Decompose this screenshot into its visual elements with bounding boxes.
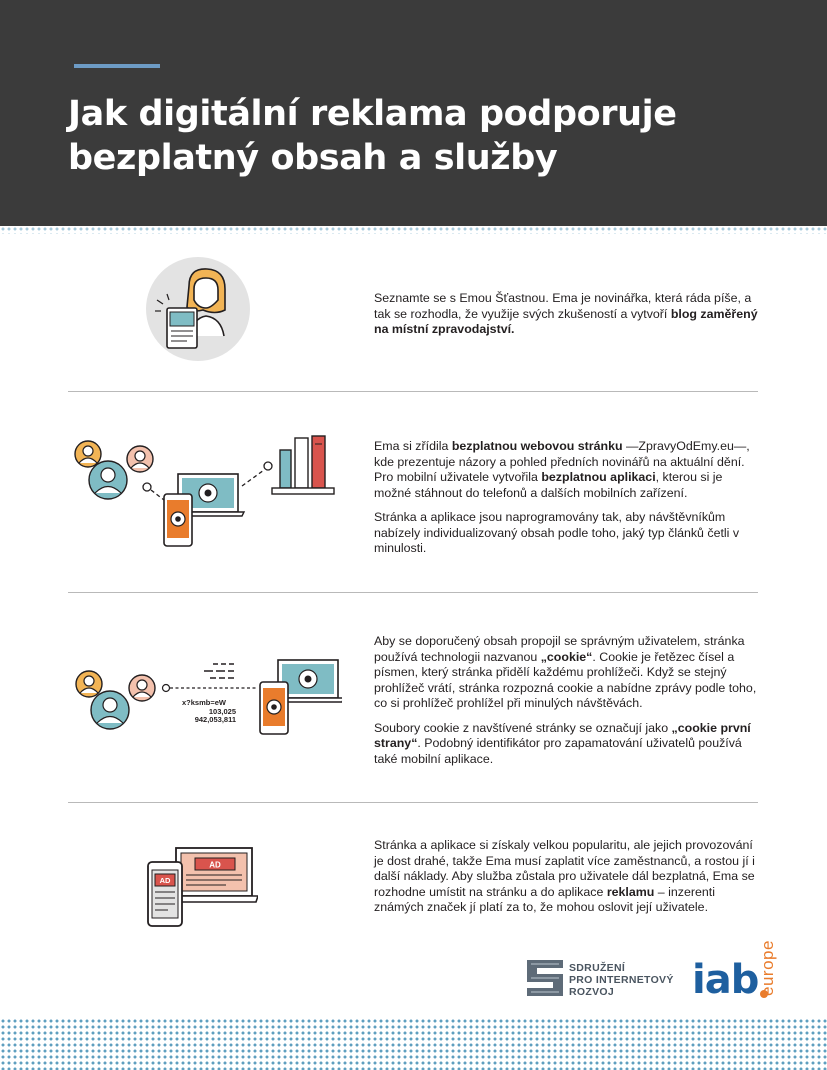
journalist-avatar-icon — [145, 256, 255, 364]
text-run: . Podobný identifikátor pro zapamatování uživatelů používá také mobilní aplikace. — [374, 736, 742, 766]
bold-text: „cookie první strany“ — [374, 720, 751, 750]
text-run: Ema si zřídila — [374, 439, 452, 453]
section-cookie-text — [374, 634, 759, 776]
cookie-code-line-1: x?ksmb=eW — [182, 698, 226, 707]
iab-europe-logo — [692, 924, 782, 1004]
title-line-1: Jak digitální reklama podporuje — [68, 94, 677, 134]
ads-on-devices-icon — [146, 844, 258, 930]
user-avatar-icon — [129, 675, 155, 701]
text-run: Soubory cookie z navštívené stránky se označují jako — [374, 720, 672, 735]
text-run: , kterou si je možné stáhnout do telefonů a dalších mobilních zařízení. — [374, 470, 723, 500]
bold-text: „cookie“ — [540, 649, 593, 664]
text-run: . Cookie je řetězec čísel a písmen, který stránka přidělí každému prohlížeči. Když se stejný prohlížeč vrátí, stránka rozpozná cookie a nabídne zprávy podle toho, co si prohlížeč prohlížel při minulých návštěvách. — [374, 649, 757, 710]
divider — [68, 592, 758, 593]
bold-text: bezplatnou aplikaci — [541, 470, 656, 484]
user-avatar-icon — [91, 691, 129, 729]
ad-label-laptop: AD — [209, 860, 221, 870]
cookie-code-line-3: 942,053,811 — [194, 715, 236, 724]
user-avatar-icon — [75, 441, 101, 467]
sirg-logo-mark-icon — [525, 958, 565, 998]
sirg-logo-text — [569, 962, 674, 998]
divider — [68, 802, 758, 803]
header-banner — [0, 0, 827, 226]
user-avatar-icon — [76, 671, 102, 697]
page-title — [68, 92, 788, 180]
accent-line — [74, 64, 160, 68]
sirg-line-1: SDRUŽENÍ — [569, 962, 626, 974]
paragraph — [374, 510, 759, 557]
section-intro-text — [374, 291, 759, 347]
divider — [68, 391, 758, 392]
dotted-border-top — [0, 226, 827, 234]
dotted-border-bottom — [0, 1018, 827, 1070]
ad-label-phone: AD — [159, 876, 171, 885]
text-run: Stránka a aplikace jsou naprogramovány tak, aby návštěvníkům nabízely individualizovaný obsah podle toho, jaký typ článků četli v minulosti. — [374, 510, 740, 555]
website-and-app-icon — [72, 432, 342, 550]
text-run: Seznamte se s Emou Šťastnou. Ema je novinářka, která ráda píše, a tak se rozhodla, že využije svých zkušeností a vytvoří — [374, 291, 752, 321]
section-website-text — [374, 439, 759, 566]
user-avatar-icon — [89, 461, 127, 499]
text-run: Aby se doporučený obsah propojil se správným uživatelem, stránka používá technologii nazvanou — [374, 634, 745, 664]
paragraph — [374, 439, 759, 501]
title-line-2: bezplatný obsah a služby — [68, 138, 558, 178]
user-avatar-icon — [127, 446, 153, 472]
paragraph — [374, 291, 759, 338]
bold-text: bezplatnou webovou stránku — [451, 439, 623, 453]
text-run: – inzerenti známých značek jí platí za to, že mohou oslovit její uživatele. — [374, 884, 715, 914]
paragraph — [374, 634, 759, 712]
bold-text: reklamu — [606, 884, 655, 899]
iab-logo-region: europe — [758, 940, 777, 996]
section-ads-text — [374, 838, 759, 925]
sirg-logo — [525, 958, 675, 1002]
bold-text: blog zaměřený na místní zpravodajství. — [374, 306, 758, 336]
sirg-line-3: ROZVOJ — [569, 986, 614, 998]
cookie-code-line-2: 103,025 — [208, 707, 236, 716]
text-run: —ZpravyOdEmy.eu—, kde prezentuje názory a pohled předních novinářů na aktuální dění. Pro mobilní uživatele vytvořila — [374, 439, 750, 484]
paragraph — [374, 721, 759, 768]
text-run: Stránka a aplikace si získaly velkou popularitu, ale jejich provozování je dost drahé, takže Ema musí zaplatit více zaměstnanců, a rostou jí i další náklady. Aby služba zůstala pro uživatele dál bezplatná, Ema se rozhodne umístit na stránku a do aplikace — [374, 838, 755, 899]
iab-logo-word: iab — [692, 957, 759, 1003]
sirg-line-2: PRO INTERNETOVÝ — [569, 974, 674, 986]
cookie-identifier-icon — [72, 654, 342, 740]
paragraph — [374, 838, 759, 916]
